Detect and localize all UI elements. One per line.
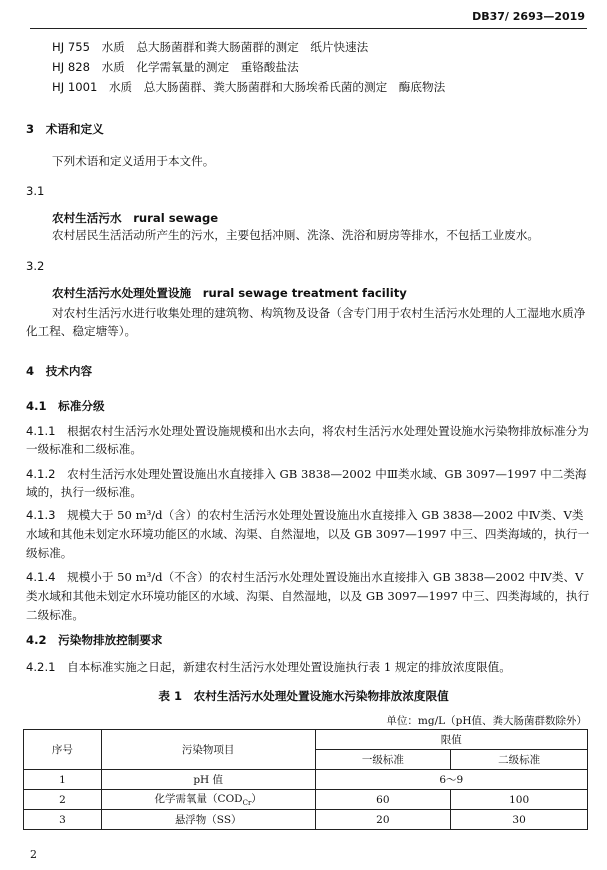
term-title: 农村生活污水处理处置设施 rural sewage treatment facility [52, 286, 407, 300]
header-level2: 二级标准 [451, 750, 588, 770]
section-heading: 4 技术内容 [26, 364, 93, 378]
cell-level2: 100 [451, 790, 588, 810]
cell-seq: 2 [24, 790, 102, 810]
header-level1: 一级标准 [315, 750, 451, 770]
document-code: DB37/ 2693—2019 [472, 10, 585, 23]
table-row [24, 810, 588, 830]
cell-seq: 1 [24, 770, 102, 790]
subsection-heading: 4.1 标准分级 [26, 399, 105, 413]
cell-level2: 30 [451, 810, 588, 830]
clause: 4.1.4 规模小于 50 m³/d（不含）的农村生活污水处理处置设施出水直接排入 GB 3838—2002 中Ⅳ类、Ⅴ类水域和其他未划定水环境功能区的水域、沟渠、自然湿地，以及 GB 3097—1997 中三、四类海域的，执行二级标准。 [26, 570, 590, 622]
cell-item: 化学需氧量$(COD_{Cr})$ [101, 790, 315, 810]
section-intro: 下列术语和定义适用于本文件。 [52, 154, 215, 168]
cell-level1: 60 [315, 790, 451, 810]
cell-item: 悬浮物（SS） [101, 810, 315, 830]
cell-seq: 3 [24, 810, 102, 830]
term-definition: 对农村生活污水进行收集处理的建筑物、构筑物及设备（含专门用于农村生活污水处理的人工湿地水质净化工程、稳定塘等）。 [26, 306, 586, 338]
table-unit-note: 单位：mg/L（pH值、粪大肠菌群数除外） [386, 715, 587, 727]
reference-item: HJ 828 水质 化学需氧量的测定 重铬酸盐法 [52, 60, 299, 74]
header-item: 污染物项目 [101, 730, 315, 770]
table-caption: 表 1 农村生活污水处理处置设施水污染物排放浓度限值 [158, 689, 449, 703]
header-divider [30, 28, 587, 29]
header-seq: 序号 [24, 730, 102, 770]
cell-item: pH 值 [101, 770, 315, 790]
cell-merged-limit: 6～9 [315, 770, 588, 790]
reference-item: HJ 755 水质 总大肠菌群和粪大肠菌群的测定 纸片快速法 [52, 40, 369, 54]
clause: 4.1.2 农村生活污水处理处置设施出水直接排入 GB 3838—2002 中Ⅲ类水域、GB 3097—1997 中二类海域的，执行一级标准。 [26, 467, 587, 499]
table-row [24, 790, 588, 810]
term-title: 农村生活污水 rural sewage [52, 211, 219, 225]
clause: 4.1.3 规模大于 50 m³/d（含）的农村生活污水处理处置设施出水直接排入 GB 3838—2002 中Ⅳ类、Ⅴ类水域和其他未划定水环境功能区的水域、沟渠、自然湿地，以及 GB 3097—1997 中三、四类海域的，执行一级标准。 [26, 508, 590, 560]
clause: 4.1.1 根据农村生活污水处理处置设施规模和出水去向，将农村生活污水处理处置设施水污染物排放标准分为一级标准和二级标准。 [26, 424, 589, 456]
clause: 4.2.1 自本标准实施之日起，新建农村生活污水处理处置设施执行表 1 规定的排放浓度限值。 [26, 660, 511, 674]
header-limit: 限值 [315, 730, 588, 750]
section-heading: 3 术语和定义 [26, 122, 104, 136]
cell-level1: 20 [315, 810, 451, 830]
term-number: 3.2 [26, 259, 45, 273]
page-number: 2 [30, 848, 37, 861]
subsection-heading: 4.2 污染物排放控制要求 [26, 633, 163, 647]
reference-item: HJ 1001 水质 总大肠菌群、粪大肠菌群和大肠埃希氏菌的测定 酶底物法 [52, 80, 446, 94]
table-row [24, 770, 588, 790]
emission-limits-table [23, 729, 588, 830]
term-definition: 农村居民生活活动所产生的污水，主要包括冲厕、洗涤、洗浴和厨房等排水，不包括工业废水。 [52, 228, 539, 242]
term-number: 3.1 [26, 184, 45, 198]
